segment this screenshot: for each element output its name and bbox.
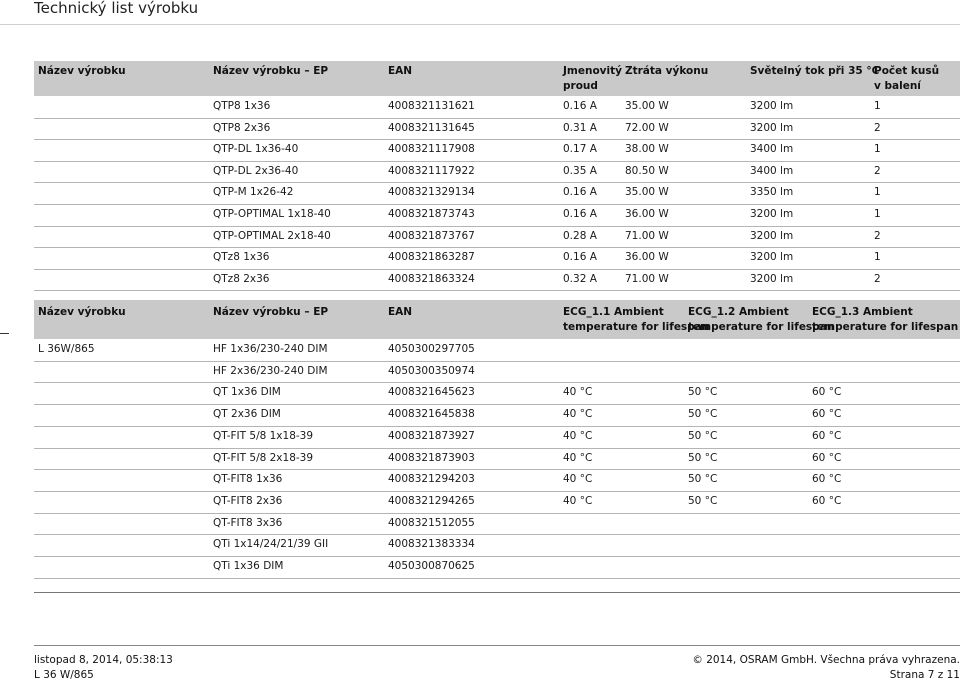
table2-header-3: EAN — [388, 306, 413, 318]
table1-header-4: Jmenovitý proud — [563, 65, 622, 92]
table2-cell: 4050300297705 — [388, 343, 475, 355]
table1-row — [34, 139, 960, 160]
table2-cell: 40 °C — [563, 429, 593, 442]
table2-cell: QT-FIT 5/8 1x18-39 — [213, 429, 314, 442]
table1-cell: QTz8 2x36 — [213, 272, 270, 285]
table1-cell: 3400 lm — [750, 143, 794, 156]
table1-cell: 0.17 A — [563, 143, 597, 156]
table1-row — [34, 269, 960, 290]
table2-cell: 40 °C — [563, 386, 593, 399]
table2-cell: 40 °C — [563, 451, 593, 464]
table2-header-4: ECG_1.1 Ambient temperature for lifespan — [563, 306, 710, 333]
table2-cell: QTi 1x14/24/21/39 GII — [213, 538, 329, 551]
table1-cell: 0.32 A — [563, 272, 597, 285]
table2-cell: 60 °C — [812, 494, 842, 507]
row-divider — [34, 578, 960, 579]
table2-row — [34, 491, 960, 512]
table2-cell: 60 °C — [812, 451, 842, 464]
table2-row — [34, 339, 960, 360]
table2-row — [34, 513, 960, 534]
table2-cell: HF 1x36/230-240 DIM — [213, 343, 328, 355]
table1-cell: 4008321117922 — [388, 164, 475, 177]
footer-product: L 36 W/865 — [34, 669, 94, 681]
table1-cell: QTP-DL 2x36-40 — [213, 164, 299, 177]
table2-cell: QTi 1x36 DIM — [213, 560, 284, 572]
table1-cell: 2 — [874, 121, 881, 134]
table1-cell: QTP8 1x36 — [213, 100, 271, 112]
table1-cell: 4008321873767 — [388, 229, 475, 242]
table1-cell: 2 — [874, 272, 881, 285]
table1-cell: 38.00 W — [625, 143, 669, 156]
page-title: Technický list výrobku — [34, 0, 199, 17]
table2-row — [34, 382, 960, 403]
table1-cell: 3400 lm — [750, 164, 794, 177]
table1-cell: 0.35 A — [563, 164, 597, 177]
table2-cell: 60 °C — [812, 408, 842, 421]
table1-cell: 36.00 W — [625, 251, 669, 264]
table2-row — [34, 404, 960, 425]
table1-cell: 0.28 A — [563, 229, 597, 242]
table1-header-2: Název výrobku – EP — [213, 65, 329, 77]
table1-cell: 3200 lm — [750, 121, 794, 134]
table2-cell: QT-FIT8 3x36 — [213, 516, 283, 529]
table2-header-5: ECG_1.2 Ambient temperature for lifespan — [688, 306, 835, 333]
table2-cell: 4008321512055 — [388, 516, 475, 529]
table1-cell: 0.31 A — [563, 121, 597, 134]
table2-cell: 50 °C — [688, 451, 718, 464]
table1-row — [34, 247, 960, 268]
table2-cell: 50 °C — [688, 408, 718, 421]
table1-cell: 80.50 W — [625, 164, 669, 177]
table1-cell: QTP-DL 1x36-40 — [213, 143, 299, 156]
table1-row — [34, 204, 960, 225]
table1-cell: 3350 lm — [750, 186, 794, 199]
table1-header — [34, 61, 960, 96]
table2-cell: 4008321645623 — [388, 386, 475, 399]
table1-cell: 1 — [874, 251, 881, 264]
table1-cell: 1 — [874, 186, 881, 199]
table2-header-1: Název výrobku — [38, 306, 126, 318]
table1-cell: 4008321329134 — [388, 186, 475, 199]
table2-cell: 4008321873903 — [388, 451, 475, 464]
table1-row — [34, 226, 960, 247]
table1-row — [34, 182, 960, 203]
table2-cell: QT 2x36 DIM — [213, 408, 281, 421]
table1-cell: 72.00 W — [625, 121, 669, 134]
table2-row — [34, 448, 960, 469]
table2-cell: 4008321873927 — [388, 429, 475, 442]
table2-cell: 4008321294203 — [388, 473, 475, 486]
table1-cell: 0.16 A — [563, 100, 597, 112]
table1-cell: 71.00 W — [625, 272, 669, 285]
footer-page-number: Strana 7 z 11 — [889, 669, 960, 681]
table2-header-6: ECG_1.3 Ambient temperature for lifespan — [812, 306, 959, 333]
table1-cell: QTP8 2x36 — [213, 121, 271, 134]
table2-row — [34, 361, 960, 382]
table1-cell: 4008321117908 — [388, 143, 475, 156]
table1-cell: 4008321873743 — [388, 208, 475, 220]
table1-cell: 0.16 A — [563, 186, 597, 199]
table1-cell: 4008321131645 — [388, 121, 475, 134]
section-marker — [0, 333, 9, 334]
table2-cell: QT 1x36 DIM — [213, 386, 281, 399]
table2-header-2: Název výrobku – EP — [213, 306, 329, 318]
table2-cell: 50 °C — [688, 473, 718, 486]
table1-cell: QTP-M 1x26-42 — [213, 186, 294, 199]
table1-header-7: Počet kusů v balení — [874, 65, 940, 92]
table1-cell: 0.16 A — [563, 208, 597, 220]
table1-cell: QTP-OPTIMAL 1x18-40 — [213, 208, 331, 220]
table2-cell: 4050300870625 — [388, 560, 475, 572]
table1-cell: 71.00 W — [625, 229, 669, 242]
table2-cell: 60 °C — [812, 386, 842, 399]
row-divider — [34, 290, 960, 291]
table2-cell: QT-FIT8 2x36 — [213, 494, 283, 507]
table2-cell: 4050300350974 — [388, 364, 475, 377]
table1-cell: 4008321131621 — [388, 100, 475, 112]
footer-date: listopad 8, 2014, 05:38:13 — [34, 654, 173, 666]
table2-cell: HF 2x36/230-240 DIM — [213, 364, 328, 377]
table1-cell: 3200 lm — [750, 100, 794, 112]
table1-cell: 35.00 W — [625, 100, 669, 112]
table-end-divider — [34, 592, 960, 593]
table2-cell: 4008321645838 — [388, 408, 475, 421]
table1-header-5: Ztráta výkonu — [625, 65, 709, 77]
table2-cell: QT-FIT 5/8 2x18-39 — [213, 451, 314, 464]
table2-cell: 60 °C — [812, 473, 842, 486]
table1-row — [34, 118, 960, 139]
table1-row — [34, 96, 960, 117]
table1-cell: 3200 lm — [750, 208, 794, 220]
table1-header-1: Název výrobku — [38, 65, 126, 77]
table1-cell: 2 — [874, 229, 881, 242]
footer-divider — [34, 645, 960, 646]
table1-cell: 3200 lm — [750, 272, 794, 285]
footer-copyright: © 2014, OSRAM GmbH. Všechna práva vyhrazena. — [692, 654, 960, 666]
table2-row — [34, 556, 960, 577]
table2-cell: 40 °C — [563, 408, 593, 421]
table2-cell: QT-FIT8 1x36 — [213, 473, 283, 486]
table2-cell: 4008321294265 — [388, 494, 475, 507]
table1-cell: 35.00 W — [625, 186, 669, 199]
table1-cell: QTz8 1x36 — [213, 251, 270, 264]
table2-cell: 60 °C — [812, 429, 842, 442]
table2-row — [34, 426, 960, 447]
table2-row — [34, 534, 960, 555]
table1-cell: 0.16 A — [563, 251, 597, 264]
table1-cell: 2 — [874, 164, 881, 177]
title-divider — [0, 24, 960, 25]
table1-cell: 36.00 W — [625, 208, 669, 220]
table1-cell: 1 — [874, 100, 881, 112]
table2-cell: 50 °C — [688, 494, 718, 507]
table1-cell: QTP-OPTIMAL 2x18-40 — [213, 229, 331, 242]
table2-cell: 40 °C — [563, 473, 593, 486]
table1-cell: 3200 lm — [750, 251, 794, 264]
table1-cell: 1 — [874, 143, 881, 156]
table2-row — [34, 469, 960, 490]
table2-cell: 50 °C — [688, 429, 718, 442]
table1-header-3: EAN — [388, 65, 413, 77]
table1-cell: 4008321863324 — [388, 272, 475, 285]
table1-cell: 3200 lm — [750, 229, 794, 242]
table2-cell: L 36W/865 — [38, 343, 95, 355]
table2-header — [34, 300, 960, 339]
table2-cell: 50 °C — [688, 386, 718, 399]
table2-cell: 40 °C — [563, 494, 593, 507]
table2-cell: 4008321383334 — [388, 538, 475, 551]
table1-cell: 1 — [874, 208, 881, 220]
table1-row — [34, 161, 960, 182]
table1-cell: 4008321863287 — [388, 251, 475, 264]
table1-header-6: Světelný tok při 35 °C — [750, 65, 880, 77]
